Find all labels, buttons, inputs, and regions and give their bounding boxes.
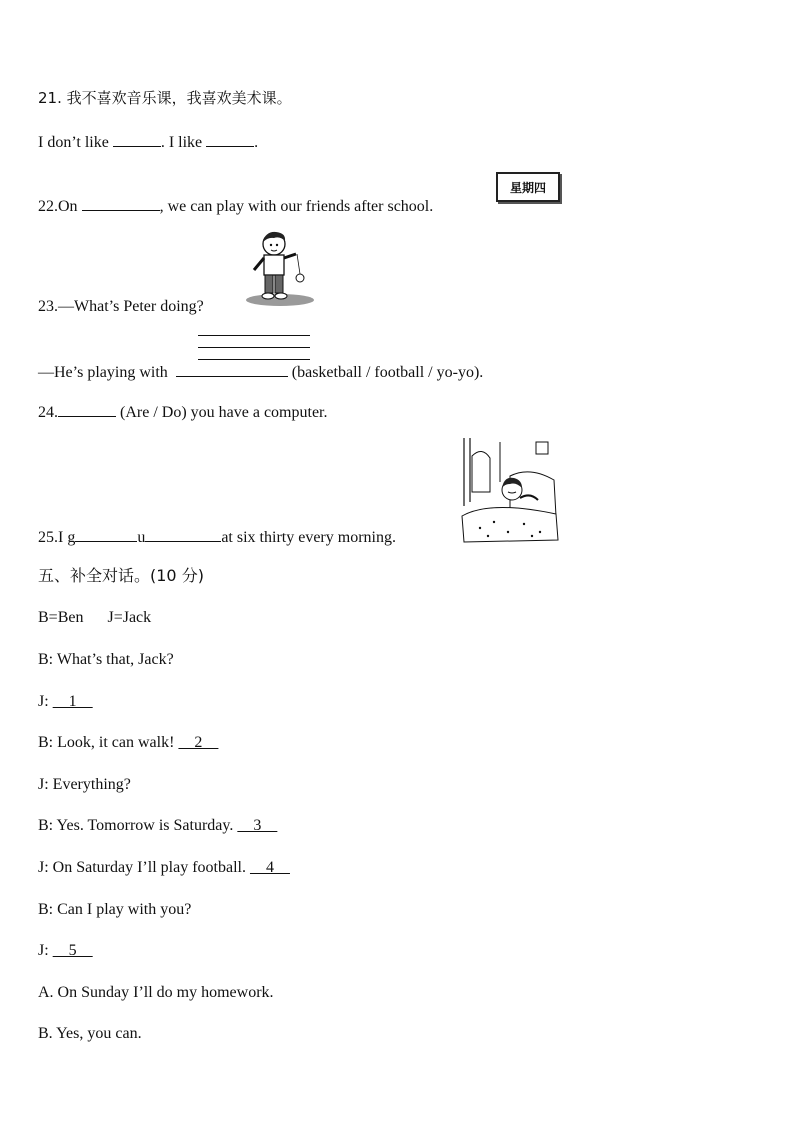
answer-option: A. On Sunday I’ll do my homework. [38,983,274,1001]
q23-question: 23.—What’s Peter doing? [38,298,204,315]
dialogue-text: Everything? [52,775,131,793]
q23-writing-line-2 [198,347,310,348]
q21-text-2: . I like [160,134,203,151]
dialogue-speaker: B: [38,651,54,668]
q25-blank-2[interactable] [145,525,221,542]
q21-blank-2[interactable] [206,130,254,147]
dialogue-line [38,900,191,920]
dialogue-text: What’s that, Jack? [56,651,174,668]
q23-answer-line [38,360,483,383]
dialogue-blank-4[interactable]: 4 [249,859,290,876]
dialogue-line [38,775,131,795]
dialogue-line [38,816,277,836]
q22-suffix: , we can play with our friends after school. [159,198,434,215]
q21-text-3: . [254,134,259,151]
q24-line [38,400,327,423]
q22-prefix: 22.On [38,198,78,215]
dialogue-line [38,692,93,712]
dialogue-text: Can I play with you? [57,900,192,918]
q21-chinese: 21. 我不喜欢音乐课，我喜欢美术课。 [38,89,292,107]
dialogue-speaker: J: [38,692,49,710]
section-5-title: 五、补全对话。(10 分) [38,566,204,585]
q23-options: (basketball / football / yo-yo). [291,364,484,381]
dialogue-speaker: B: [38,734,54,752]
day-card [496,172,560,202]
dialogue-blank-5[interactable]: 5 [52,942,93,960]
q23-writing-line-1 [198,335,310,336]
dialogue-text: Look, it can walk! [57,734,175,752]
q24-suffix: (Are / Do) you have a computer. [116,404,328,421]
dialogue-speaker: J: [38,942,49,960]
dialogue-line [38,733,218,753]
q25-suffix: at six thirty every morning. [221,529,396,546]
q25-middle: u [137,529,146,546]
q25-blank-1[interactable] [75,525,137,542]
q21-english [38,130,258,153]
q25-prefix: 25.I g [38,529,76,546]
dialogue-speaker: J: [38,859,49,876]
dialogue-speaker: B: [38,817,54,835]
q25-line [38,525,396,548]
dialogue-line [38,941,93,961]
dialogue-blank-1[interactable]: 1 [52,692,93,710]
q21-blank-1[interactable] [113,130,161,147]
dialogue-speaker: B: [38,900,54,918]
dialogue-text: Yes. Tomorrow is Saturday. [56,817,234,835]
q22-line [38,194,433,217]
q24-prefix: 24. [38,404,58,421]
dialogue-line [38,650,174,670]
dialogue-text: On Saturday I’ll play football. [52,859,246,876]
answer-option: B. Yes, you can. [38,1025,142,1043]
q22-blank[interactable] [82,194,160,211]
dialogue-blank-2[interactable]: 2 [178,734,219,752]
q24-blank[interactable] [58,400,116,417]
waking-up-illustration [460,436,560,546]
q23-blank[interactable] [176,360,288,377]
dialogue-speaker: J: [38,775,49,793]
q21-text-1: I don’t like [38,134,109,151]
boy-yoyo-illustration [244,228,316,308]
q23-answer-prefix: —He’s playing with [38,364,168,381]
dialogue-line [38,858,290,878]
speaker-key: B=Ben J=Jack [38,609,152,626]
day-card-label: 星期四 [509,180,546,195]
dialogue-blank-3[interactable]: 3 [237,817,278,835]
